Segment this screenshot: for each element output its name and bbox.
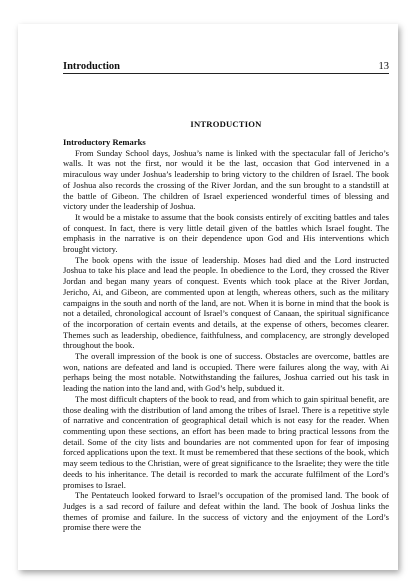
page-number: 13 xyxy=(378,61,389,72)
section-heading: Introductory Remarks xyxy=(63,137,146,147)
paragraph: It would be a mistake to assume that the book consists entirely of exciting battles and tales of conquest. In fact, there is very little detail given of the battles which Israel fought. The emphasis in the narrative is on their dependence upon God and His interventions which brought victory. xyxy=(63,211,389,255)
paragraph: The Pentateuch looked forward to Israel’s occupation of the promised land. The book of Judges is a sad record of failure and defeat within the land. The book of Joshua links the themes of promise and failure. In the success of victory and the enjoyment of the Lord’s promise there were the xyxy=(63,490,389,533)
paragraph: The overall impression of the book is one of success. Obstacles are overcome, battles are won, nations are defeated and land is occupied. There were failures along the way, with Ai perhaps being the most notable. Notwithstanding the failures, Joshua carried out his task in leading the nation into the land and, with God’s help, subdued it. xyxy=(63,351,389,394)
running-head-title: Introduction xyxy=(63,61,120,72)
body-text xyxy=(63,137,389,533)
paragraph: The most difficult chapters of the book to read, and from which to gain spiritual benefit, are those dealing with the distribution of land among the tribes of Israel. There is a repetitive style of narrative and concentration of geographical detail which is not easy for the reader. When commenting upon these sections, an effort has been made to bring practical lessons from the detail. Some of the city lists and boundaries are not commented upon for fear of imposing forced applications upon the text. It must be remembered that these sections of the book, which may seem tedious to the Christian, were of great significance to the Israelite; they were the title deeds to his inheritance. The detail is recorded to mark the accurate fulfilment of the Lord’s promises to Israel. xyxy=(63,393,389,490)
book-page xyxy=(18,24,398,570)
running-head xyxy=(63,61,389,74)
paragraph: From Sunday School days, Joshua’s name is linked with the spectacular fall of Jericho’s walls. It was not the first, nor would it be the last, occasion that God intervened in a miraculous way under Joshua’s leadership to bring victory to the children of Israel. The book of Joshua also records the crossing of the River Jordan, and the sun brought to a standstill at the battle of Gibeon. The children of Israel experienced wonderful times of blessing and victory under the leadership of Joshua. xyxy=(63,147,389,212)
chapter-title: INTRODUCTION xyxy=(190,119,262,129)
paragraph: The book opens with the issue of leadership. Moses had died and the Lord instructed Joshua to take his place and lead the people. In obedience to the Lord, they crossed the River Jordan and began many years of conquest. Events which took place at the River Jordan, Jericho, Ai, and Gibeon, are commented upon at length, whereas others, such as the military campaigns in the south and north of the land, are not. When it is borne in mind that the book is not a detailed, chronological account of Israel’s conquest of Canaan, the spiritual significance of the incorporation of certain events and details, at the expense of others, becomes clearer. Themes such as leadership, obedience, faithfulness, and complacency, are strongly developed throughout the book. xyxy=(63,254,389,351)
